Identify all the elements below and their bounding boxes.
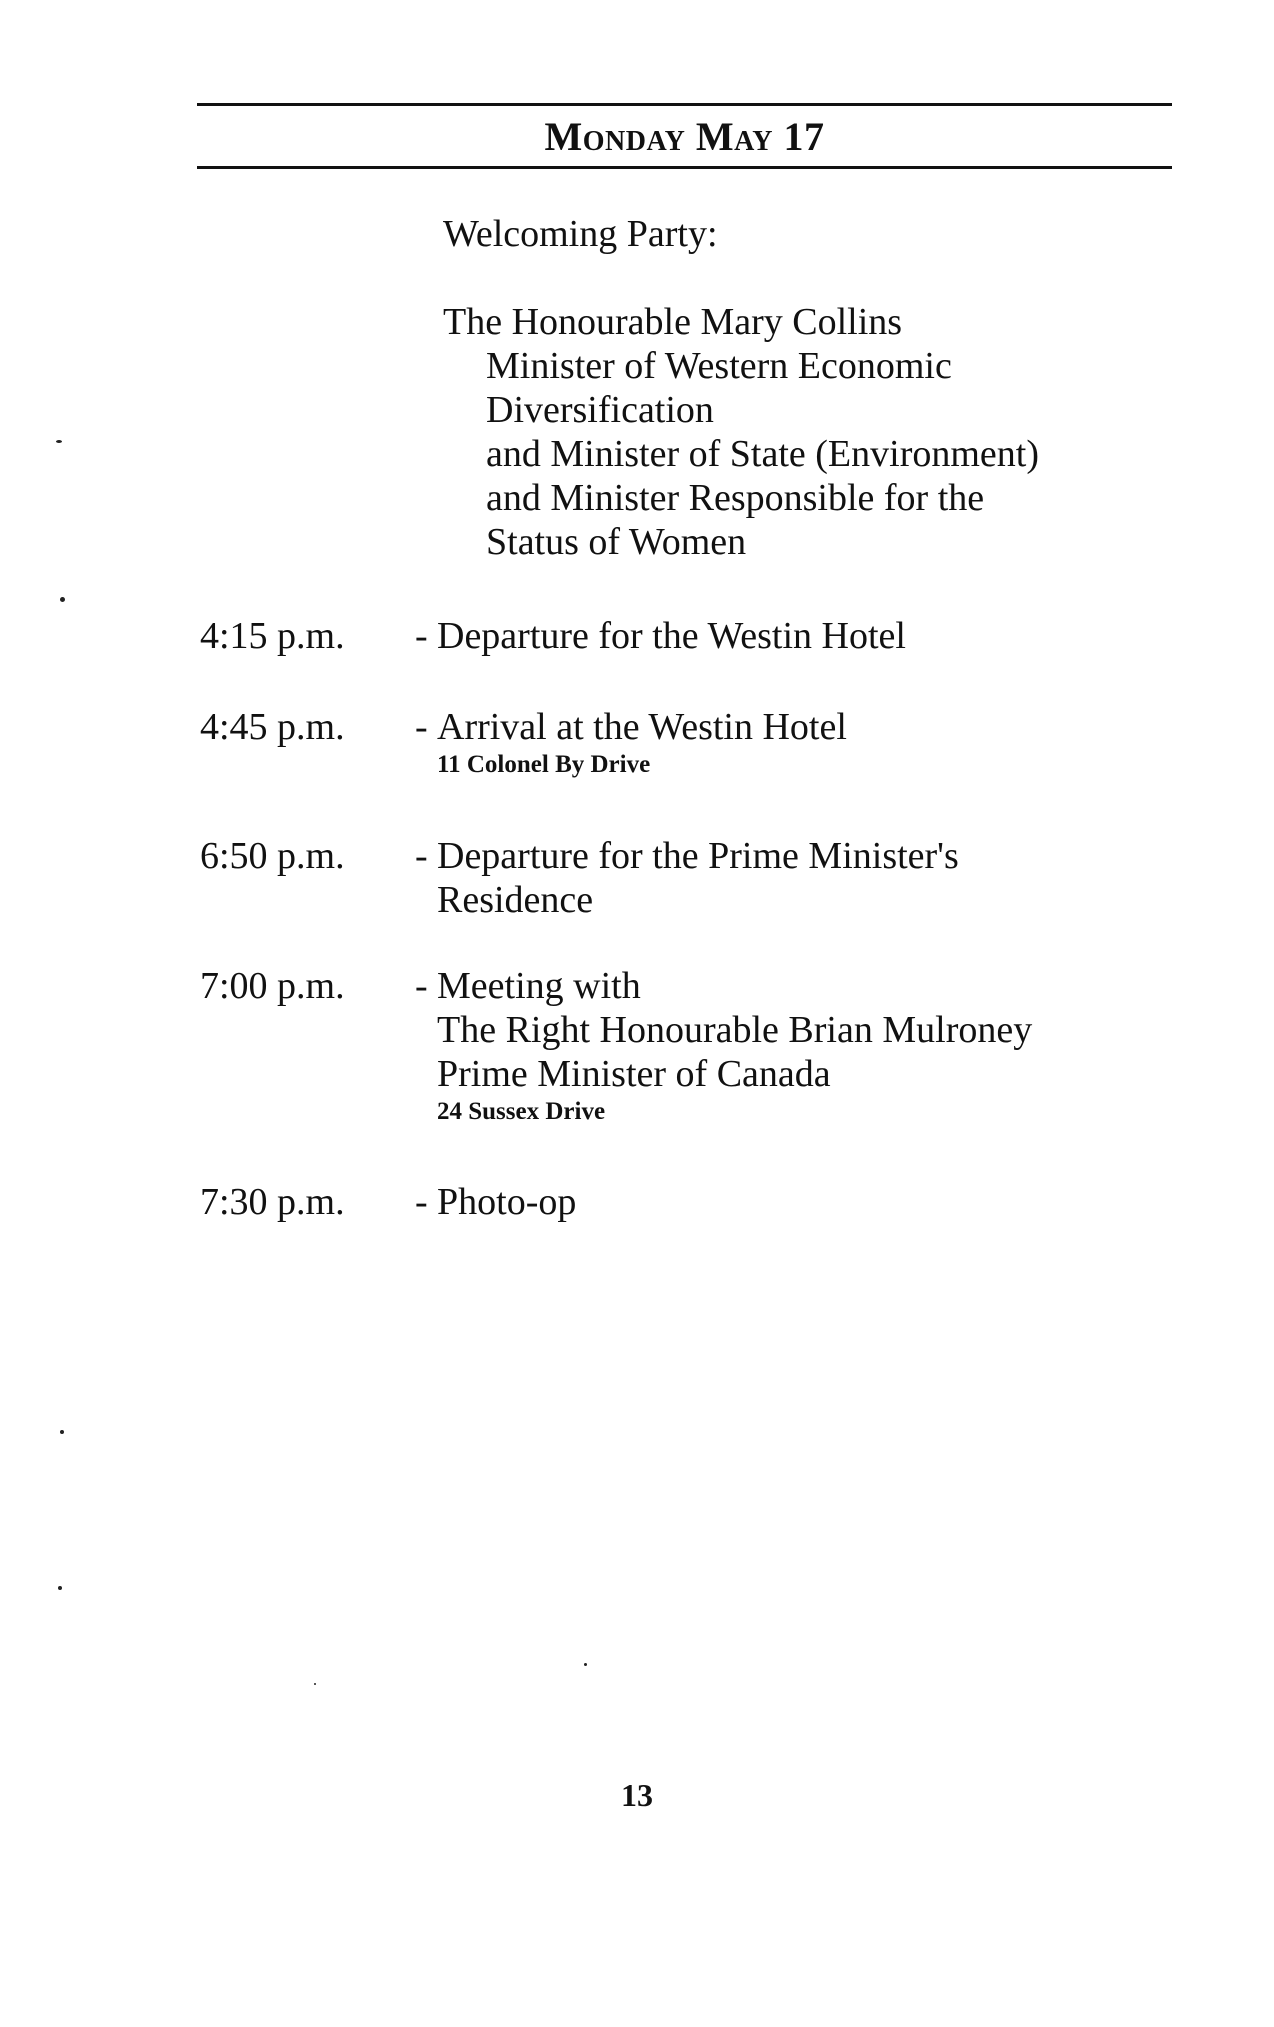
- header-bottom-rule: [197, 166, 1172, 169]
- welcoming-party-label: Welcoming Party:: [443, 213, 718, 255]
- page-title: Monday May 17: [544, 114, 825, 159]
- event-line: [415, 834, 1194, 878]
- event-line: [415, 705, 1194, 749]
- entry-dash: -: [415, 706, 428, 748]
- event-text-continued: Prime Minister of Canada: [437, 1053, 831, 1095]
- welcoming-party-host: [443, 300, 1039, 564]
- header-top-rule: [197, 103, 1172, 106]
- event-text: Meeting with: [437, 965, 641, 1007]
- entry-event: [415, 834, 1194, 922]
- host-name-line: The Honourable Mary Collins: [443, 301, 903, 343]
- entry-time: 4:45 p.m.: [200, 706, 345, 748]
- host-title-line: and Minister of State (Environment): [486, 433, 1039, 475]
- host-title-line: Minister of Western Economic: [486, 345, 952, 387]
- page-number: 13: [621, 1777, 653, 1813]
- event-text-continued: Residence: [437, 879, 594, 921]
- event-line: [415, 1180, 1194, 1224]
- scan-speck: [314, 1683, 316, 1685]
- event-text: Departure for the Westin Hotel: [437, 615, 906, 657]
- entry-time: 7:30 p.m.: [200, 1181, 345, 1223]
- entry-event: [415, 705, 1194, 781]
- event-line: [415, 614, 1194, 658]
- scan-speck: [60, 597, 65, 602]
- entry-dash: -: [415, 965, 428, 1007]
- scan-speck: [58, 1586, 62, 1590]
- event-text: Arrival at the Westin Hotel: [437, 706, 847, 748]
- event-address: 24 Sussex Drive: [437, 1098, 606, 1125]
- entry-event: [415, 614, 1194, 658]
- entry-event: [415, 1180, 1194, 1224]
- entry-dash: -: [415, 1181, 428, 1223]
- entry-time: 4:15 p.m.: [200, 615, 345, 657]
- entry-dash: -: [415, 835, 428, 877]
- entry-event: [415, 964, 1194, 1128]
- host-title-line: Status of Women: [486, 521, 747, 563]
- host-title-line: Diversification: [486, 389, 714, 431]
- host-title-line: and Minister Responsible for the: [486, 477, 985, 519]
- scan-speck: [56, 440, 62, 443]
- entry-dash: -: [415, 615, 428, 657]
- entry-time: 6:50 p.m.: [200, 835, 345, 877]
- event-address: 11 Colonel By Drive: [437, 751, 651, 778]
- event-text: Photo-op: [437, 1181, 577, 1223]
- event-line: [415, 964, 1194, 1008]
- scan-speck: [60, 1430, 64, 1434]
- scan-speck: [584, 1663, 587, 1666]
- event-text-continued: The Right Honourable Brian Mulroney: [437, 1009, 1033, 1051]
- entry-time: 7:00 p.m.: [200, 965, 345, 1007]
- event-text: Departure for the Prime Minister's: [437, 835, 959, 877]
